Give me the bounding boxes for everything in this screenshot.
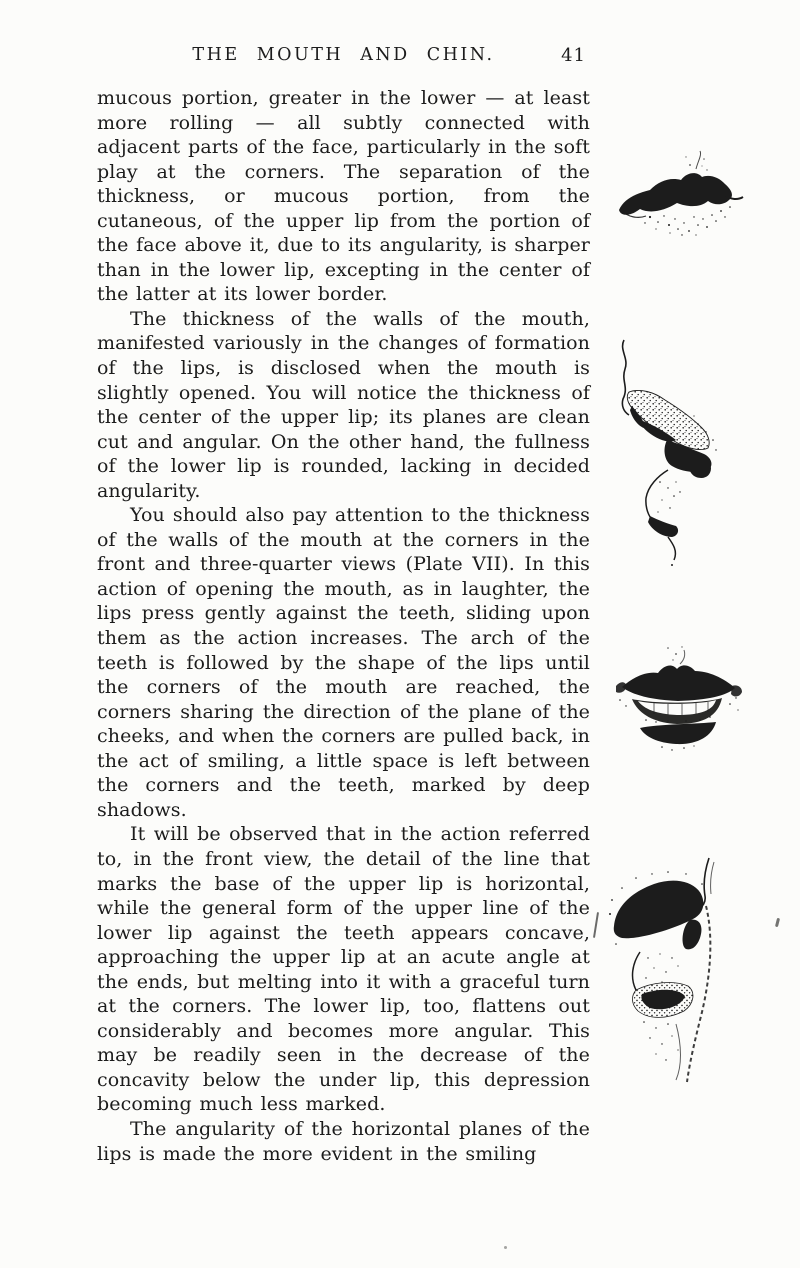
page-number: 41: [561, 45, 586, 66]
body-text: [97, 86, 590, 1166]
paragraph-4: It will be observed that in the action referred to, in the front view, the detail of the line that marks the base of the upper lip is horizontal, while the general form of the upper line of the lower lip against the teeth appears concave, approaching the upper lip at an acute angle at the ends, but melting into it with a graceful turn at the corners. The lower lip, too, flattens out considerably and becomes more angular. This may be readily seen in the decrease of the concavity below the under lip, this depression becoming much less marked.: [97, 823, 590, 1116]
paragraph-1: mucous portion, greater in the lower — at least more rolling — all subtly connected with adjacent parts of the face, particularly in the soft play at the corners. The separation of the thickness, or mucous portion, from the cutaneous, of the upper lip from the portion of the face above it, due to its angularity, is sharper than in the lower lip, excepting in the center of the latter at its lower border.: [97, 87, 590, 306]
page-header: [97, 45, 590, 71]
paragraph-5: The angularity of the horizontal planes of the lips is made the more evident in the smiling: [97, 1117, 590, 1165]
figure-mouth-front-open-smile: [610, 642, 746, 754]
paragraph-3: You should also pay attention to the thickness of the walls of the mouth at the corners in the front and three-quarter views (Plate VII). In this action of opening the mouth, as in laughter, the lips press gently against the teeth, sliding upon them as the action increases. The arch of the teeth is followed by the shape of the lips until the corners of the mouth are reached, the corners sharing the direction of the plane of the cheeks, and when the corners are pulled back, in the act of smiling, a little space is left between the corners and the teeth, marked by deep shadows.: [97, 504, 590, 821]
smiling-mouth-drawing: [610, 642, 746, 754]
figure-mouth-three-quarter-open: [606, 854, 744, 1086]
mouth-sketch-drawing: [612, 147, 747, 242]
scan-speck: [775, 918, 780, 927]
figure-lips-profile: [610, 336, 725, 568]
lips-profile-drawing: [610, 336, 725, 568]
scan-speck: [504, 1246, 507, 1249]
running-title: THE MOUTH AND CHIN.: [192, 45, 495, 65]
figure-mouth-three-quarter-closed: [612, 147, 747, 242]
mouth-three-quarter-drawing: [606, 854, 744, 1086]
paragraph-2: The thickness of the walls of the mouth, manifested variously in the changes of formation of the lips, is disclosed when the mouth is slightly opened. You will notice the thickness of the center of the upper lip; its planes are clean cut and angular. On the other hand, the fullness of the lower lip is rounded, lacking in decided angularity.: [97, 307, 590, 502]
scan-speck: [593, 912, 599, 938]
